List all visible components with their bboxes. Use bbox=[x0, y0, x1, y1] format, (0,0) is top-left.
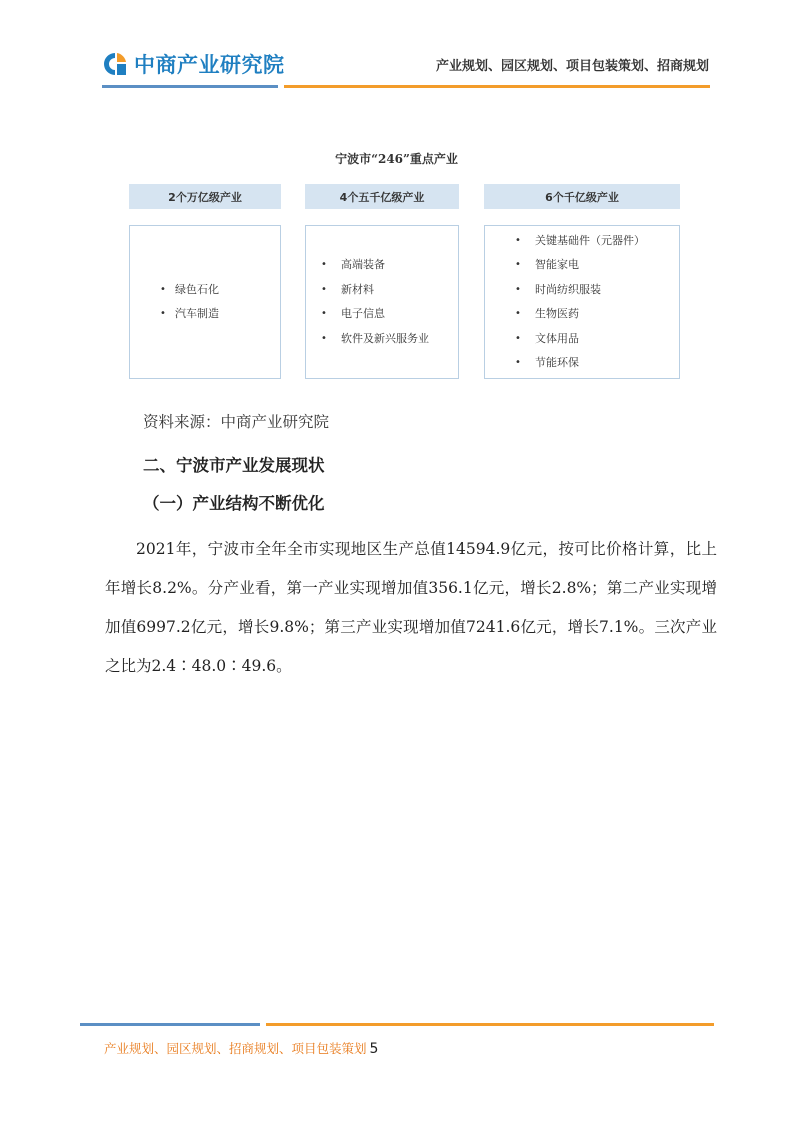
column-header-1: 2个万亿级产业 bbox=[129, 184, 281, 209]
list-item: • 智能家电 bbox=[515, 253, 679, 278]
column-list-2 bbox=[306, 253, 458, 351]
column-box-2 bbox=[305, 225, 459, 379]
column-list-3 bbox=[485, 229, 679, 376]
logo bbox=[102, 48, 285, 80]
body-paragraph: 2021年，宁波市全年全市实现地区生产总值14594.9亿元，按可比价格计算，比上年增长8.2%。分产业看，第一产业实现增加值356.1亿元，增长2.8%；第二产业实现增加值6997.2亿元，增长9.8%；第三产业实现增加值7241.6亿元，增长7.1%。三次产业之比为2.4∶48.0∶49.6。 bbox=[105, 540, 717, 675]
subsection-heading: （一）产业结构不断优化 bbox=[143, 494, 325, 513]
list-item: • 高端装备 bbox=[321, 253, 458, 278]
header-bar-orange bbox=[284, 85, 710, 88]
footer-bar-blue bbox=[80, 1023, 260, 1026]
list-item: • 文体用品 bbox=[515, 327, 679, 352]
list-item: • 软件及新兴服务业 bbox=[321, 327, 458, 352]
logo-mark-icon bbox=[102, 51, 128, 77]
list-item: • 时尚纺织服装 bbox=[515, 278, 679, 303]
column-box-3 bbox=[484, 225, 680, 379]
footer-bar-orange bbox=[266, 1023, 714, 1026]
list-item: • 汽车制造 bbox=[160, 302, 280, 327]
figure-title: 宁波市“246”重点产业 bbox=[335, 152, 458, 166]
column-header-2: 4个五千亿级产业 bbox=[305, 184, 459, 209]
list-item: • 绿色石化 bbox=[160, 278, 280, 303]
section-heading: 二、宁波市产业发展现状 bbox=[143, 456, 325, 475]
list-item: • 生物医药 bbox=[515, 302, 679, 327]
column-list-1 bbox=[130, 278, 280, 327]
list-item: • 节能环保 bbox=[515, 351, 679, 376]
column-header-3: 6个千亿级产业 bbox=[484, 184, 680, 209]
list-item: • 关键基础件（元器件） bbox=[515, 229, 679, 254]
header-tagline: 产业规划、园区规划、项目包装策划、招商规划 bbox=[435, 59, 709, 74]
header-bar-blue bbox=[102, 85, 278, 88]
column-box-1 bbox=[129, 225, 281, 379]
logo-text: 中商产业研究院 bbox=[134, 53, 285, 77]
footer-tagline: 产业规划、园区规划、招商规划、项目包装策划 bbox=[104, 1041, 367, 1056]
list-item: • 新材料 bbox=[321, 278, 458, 303]
source-note: 资料来源：中商产业研究院 bbox=[143, 413, 330, 431]
page-number: 5 bbox=[369, 1041, 379, 1057]
footer bbox=[104, 1039, 378, 1057]
list-item: • 电子信息 bbox=[321, 302, 458, 327]
